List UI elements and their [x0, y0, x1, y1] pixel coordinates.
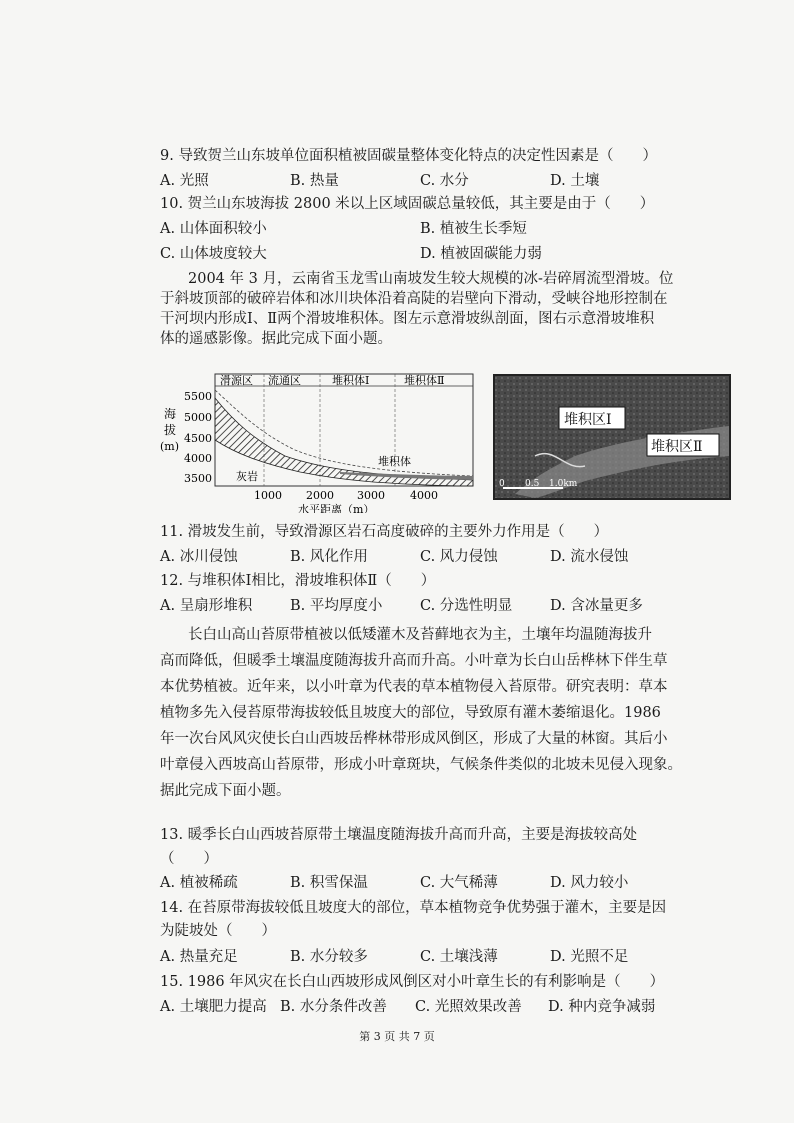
y-label: (m)	[160, 440, 180, 453]
deposit-zone-2-label: 堆积区Ⅱ	[651, 439, 703, 455]
question-10-stem: 10. 贺兰山东坡海拔 2800 米以上区域固碳总量较低，其主要是由于（ ）	[160, 196, 655, 212]
x-label: 水平距离（m）	[298, 503, 375, 513]
q11-option-a: A. 冰川侵蚀	[160, 549, 238, 565]
q10-option-a: A. 山体面积较小	[160, 221, 267, 237]
q12-option-a: A. 呈扇形堆积	[160, 598, 253, 614]
question-13-stem-cont: （ ）	[160, 851, 218, 867]
deposit-zone-1-label: 堆积区Ⅰ	[564, 412, 612, 428]
x-tick: 4000	[410, 489, 438, 502]
q13-option-b: B. 积雪保温	[290, 875, 368, 891]
question-12-stem: 12. 与堆积体Ⅰ相比，滑坡堆积体Ⅱ（ ）	[160, 573, 436, 589]
q12-option-c: C. 分选性明显	[420, 598, 513, 614]
q14-option-b: B. 水分较多	[290, 949, 368, 965]
q11-option-d: D. 流水侵蚀	[550, 549, 629, 565]
y-tick: 5500	[184, 390, 212, 403]
zone-deposit2-label: 堆积体Ⅱ	[404, 374, 445, 387]
question-14-stem-cont: 为陡坡处（ ）	[160, 923, 276, 939]
passage-1: 2004 年 3 月，云南省玉龙雪山南坡发生较大规模的冰-岩碎屑流型滑坡。位 于斜坡顶部的破碎岩体和冰川块体沿着高陡的岩壁向下滑动，受峡谷地形控制在 干河坝内形成Ⅰ、Ⅱ两个滑坡堆积体。图左示意滑坡纵剖面，图右示意滑坡堆积 体的遥感影像。据此完成下面小题。	[160, 271, 674, 347]
y-tick: 4000	[184, 452, 212, 465]
deposit-label: 堆积体	[378, 455, 411, 468]
y-label: 拔	[164, 423, 177, 437]
question-11-stem: 11. 滑坡发生前，导致滑源区岩石高度破碎的主要外力作用是（ ）	[160, 524, 609, 540]
q13-option-d: D. 风力较小	[550, 875, 629, 891]
q15-option-a: A. 土壤肥力提高	[160, 999, 267, 1015]
zone-flow-label: 流通区	[268, 374, 301, 387]
y-tick: 5000	[184, 411, 212, 424]
q14-option-d: D. 光照不足	[550, 949, 629, 965]
q10-option-b: B. 植被生长季短	[420, 221, 527, 237]
y-tick: 3500	[184, 472, 212, 485]
question-15-stem: 15. 1986 年风灾在长白山西坡形成风倒区对小叶章生长的有利影响是（ ）	[160, 974, 665, 990]
y-label: 海	[164, 407, 177, 421]
q9-option-c: C. 水分	[420, 173, 469, 189]
landslide-profile-figure	[160, 368, 480, 513]
scale-mid: 0.5	[525, 479, 540, 489]
remote-sensing-image	[493, 374, 731, 500]
q10-option-d: D. 植被固碳能力弱	[420, 246, 542, 262]
page-footer: 第 3 页 共 7 页	[359, 1030, 435, 1043]
q9-option-a: A. 光照	[160, 173, 209, 189]
q13-option-a: A. 植被稀疏	[160, 875, 238, 891]
q10-option-c: C. 山体坡度较大	[160, 246, 267, 262]
question-9-stem: 9. 导致贺兰山东坡单位面积植被固碳量整体变化特点的决定性因素是（ ）	[160, 148, 657, 164]
q15-option-b: B. 水分条件改善	[280, 999, 387, 1015]
q15-option-c: C. 光照效果改善	[415, 999, 522, 1015]
q9-option-b: B. 热量	[290, 173, 339, 189]
q15-option-d: D. 种内竞争减弱	[548, 999, 656, 1015]
q9-option-d: D. 土壤	[550, 173, 600, 189]
zone-source-label: 滑源区	[220, 374, 253, 387]
scale-end: 1.0km	[549, 479, 578, 489]
q14-option-c: C. 土壤浅薄	[420, 949, 498, 965]
x-tick: 1000	[254, 489, 282, 502]
q12-option-d: D. 含冰量更多	[550, 598, 643, 614]
q11-option-b: B. 风化作用	[290, 549, 368, 565]
q11-option-c: C. 风力侵蚀	[420, 549, 498, 565]
q12-option-b: B. 平均厚度小	[290, 598, 383, 614]
y-tick: 4500	[184, 432, 212, 445]
x-tick: 2000	[306, 489, 334, 502]
x-tick: 3000	[357, 489, 385, 502]
passage-2: 长白山高山苔原带植被以低矮灌木及苔藓地衣为主，土壤年均温随海拔升 高而降低，但暖季土壤温度随海拔升高而升高。小叶章为长白山岳桦林下伴生草 本优势植被。近年来，以小叶章为代表的草本植物侵入苔原带。研究表明：草本 植物多先入侵苔原带海拔较低且坡度大的部位，导致原有灌木萎缩退化。1986 年一次台风风灾使长白山西坡岳桦林带形成风倒区，形成了大量的林窗。其后小 叶章侵入西坡高山苔原带，形成小叶章斑块，气候条件类似的北坡未见侵入现象。 据此完成下面小题。	[160, 627, 682, 799]
question-13-stem: 13. 暖季长白山西坡苔原带土壤温度随海拔升高而升高，主要是海拔较高处	[160, 827, 638, 843]
zone-deposit1-label: 堆积体Ⅰ	[332, 374, 370, 387]
q13-option-c: C. 大气稀薄	[420, 875, 498, 891]
scale-zero: 0	[499, 479, 505, 489]
rock-label: 灰岩	[236, 470, 258, 483]
question-14-stem: 14. 在苔原带海拔较低且坡度大的部位，草本植物竞争优势强于灌木，主要是因	[160, 900, 667, 916]
q14-option-a: A. 热量充足	[160, 949, 238, 965]
